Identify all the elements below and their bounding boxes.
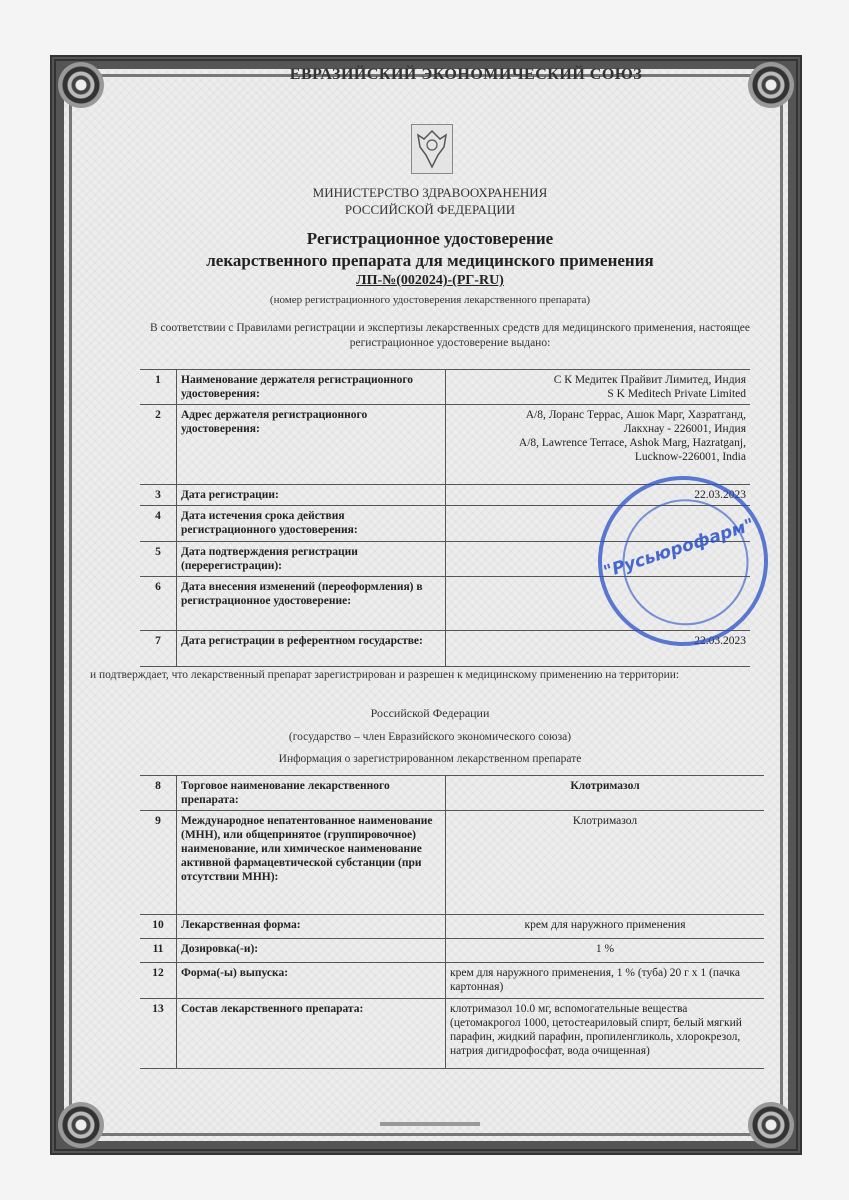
- row-value: 1 %: [446, 939, 765, 963]
- footer-mark: [380, 1122, 480, 1126]
- value-line: A/8, Lawrence Terrace, Ashok Marg, Hazratganj,: [518, 437, 746, 449]
- row-number: 8: [140, 776, 177, 811]
- row-value: Клотримазол: [446, 811, 765, 915]
- value-line: С К Медитек Прайвит Лимитед, Индия: [553, 374, 746, 386]
- row-number: 10: [140, 915, 177, 939]
- country-note: (государство – член Евразийского экономического союза): [288, 731, 572, 743]
- row-label: Наименование держателя регистрационного удостоверения:: [177, 370, 446, 405]
- table-row: [140, 370, 750, 405]
- row-value: Клотримазол: [446, 776, 765, 811]
- row-value: клотримазол 10.0 мг, вспомогательные вещества (цетомакрогол 1000, цетостеариловый спирт, белый мягкий парафин, жидкий парафин, пропиленгликоль, хлорокрезол, натрия дигидрофосфат, вода очищенная): [446, 999, 765, 1069]
- corner-rosette-bottom-right: [748, 1102, 794, 1148]
- table-row: [140, 999, 764, 1069]
- value-line: S K Meditech Private Limited: [607, 388, 746, 400]
- union-banner: ЕВРАЗИЙСКИЙ ЭКОНОМИЧЕСКИЙ СОЮЗ: [289, 66, 643, 83]
- row-number: 4: [140, 506, 177, 542]
- row-number: 7: [140, 631, 177, 667]
- coat-of-arms-icon: [411, 124, 453, 174]
- row-label: Форма(-ы) выпуска:: [177, 963, 446, 999]
- document-title: [120, 228, 740, 272]
- table-row: [140, 963, 764, 999]
- value-line: 22.03.2023: [694, 635, 746, 647]
- row-label: Торговое наименование лекарственного препарата:: [177, 776, 446, 811]
- table-row: [140, 776, 764, 811]
- row-value: [446, 405, 751, 485]
- product-info-table: [140, 775, 764, 1069]
- row-label: Дозировка(-и):: [177, 939, 446, 963]
- value-line: А/8, Лоранс Террас, Ашок Марг, Хазратганд,: [525, 409, 746, 421]
- table-row: [140, 811, 764, 915]
- row-number: 2: [140, 405, 177, 485]
- row-label: Дата истечения срока действия регистрационного удостоверения:: [177, 506, 446, 542]
- row-label: Состав лекарственного препарата:: [177, 999, 446, 1069]
- corner-rosette-top-left: [58, 62, 104, 108]
- row-number: 5: [140, 542, 177, 577]
- row-number: 11: [140, 939, 177, 963]
- country-name: Российской Федерации: [370, 706, 490, 720]
- row-value: [446, 370, 751, 405]
- row-number: 9: [140, 811, 177, 915]
- row-label: Лекарственная форма:: [177, 915, 446, 939]
- row-label: Дата регистрации:: [177, 485, 446, 506]
- row-value: крем для наружного применения: [446, 915, 765, 939]
- intro-text: В соответствии с Правилами регистрации и экспертизы лекарственных средств для медицинского применения, настоящее регистрационное удостоверение выдано:: [150, 322, 751, 349]
- table-row: [140, 939, 764, 963]
- row-value: крем для наружного применения, 1 % (туба) 20 г х 1 (пачка картонная): [446, 963, 765, 999]
- value-line: 22.03.2023: [694, 489, 746, 501]
- row-label: Дата подтверждения регистрации (перерегистрации):: [177, 542, 446, 577]
- ministry-line-2: РОССИЙСКОЙ ФЕДЕРАЦИИ: [344, 202, 516, 217]
- row-number: 6: [140, 577, 177, 631]
- corner-rosette-bottom-left: [58, 1102, 104, 1148]
- row-label: Адрес держателя регистрационного удостоверения:: [177, 405, 446, 485]
- value-line: Lucknow-226001, India: [634, 451, 746, 463]
- row-number: 3: [140, 485, 177, 506]
- product-info-heading: Информация о зарегистрированном лекарственном препарате: [278, 753, 582, 765]
- title-line-1: Регистрационное удостоверение: [306, 229, 554, 248]
- row-number: 12: [140, 963, 177, 999]
- ministry-name: [200, 184, 660, 218]
- registration-number: ЛП-№(002024)-(РГ-RU): [356, 273, 504, 288]
- row-number: 1: [140, 370, 177, 405]
- corner-rosette-top-right: [748, 62, 794, 108]
- stamp-text: "Русьюрофарм": [601, 514, 757, 583]
- row-label: Дата внесения изменений (переоформления) в регистрационное удостоверение:: [177, 577, 446, 631]
- ministry-line-1: МИНИСТЕРСТВО ЗДРАВООХРАНЕНИЯ: [312, 185, 548, 200]
- registration-number-note: (номер регистрационного удостоверения лекарственного препарата): [269, 294, 591, 306]
- row-number: 13: [140, 999, 177, 1069]
- table-row: [140, 405, 750, 485]
- table-row: [140, 915, 764, 939]
- value-line: Лакхнау - 226001, Индия: [623, 423, 746, 435]
- title-line-2: лекарственного препарата для медицинского применения: [206, 251, 654, 270]
- confirmation-text: и подтверждает, что лекарственный препарат зарегистрирован и разрешен к медицинскому применению на территории:: [90, 669, 680, 681]
- row-label: Международное непатентованное наименование (МНН), или общепринятое (группировочное) наименование, или химическое наименование активной фармацевтической субстанции (при отсутствии МНН):: [177, 811, 446, 915]
- row-label: Дата регистрации в референтном государстве:: [177, 631, 446, 667]
